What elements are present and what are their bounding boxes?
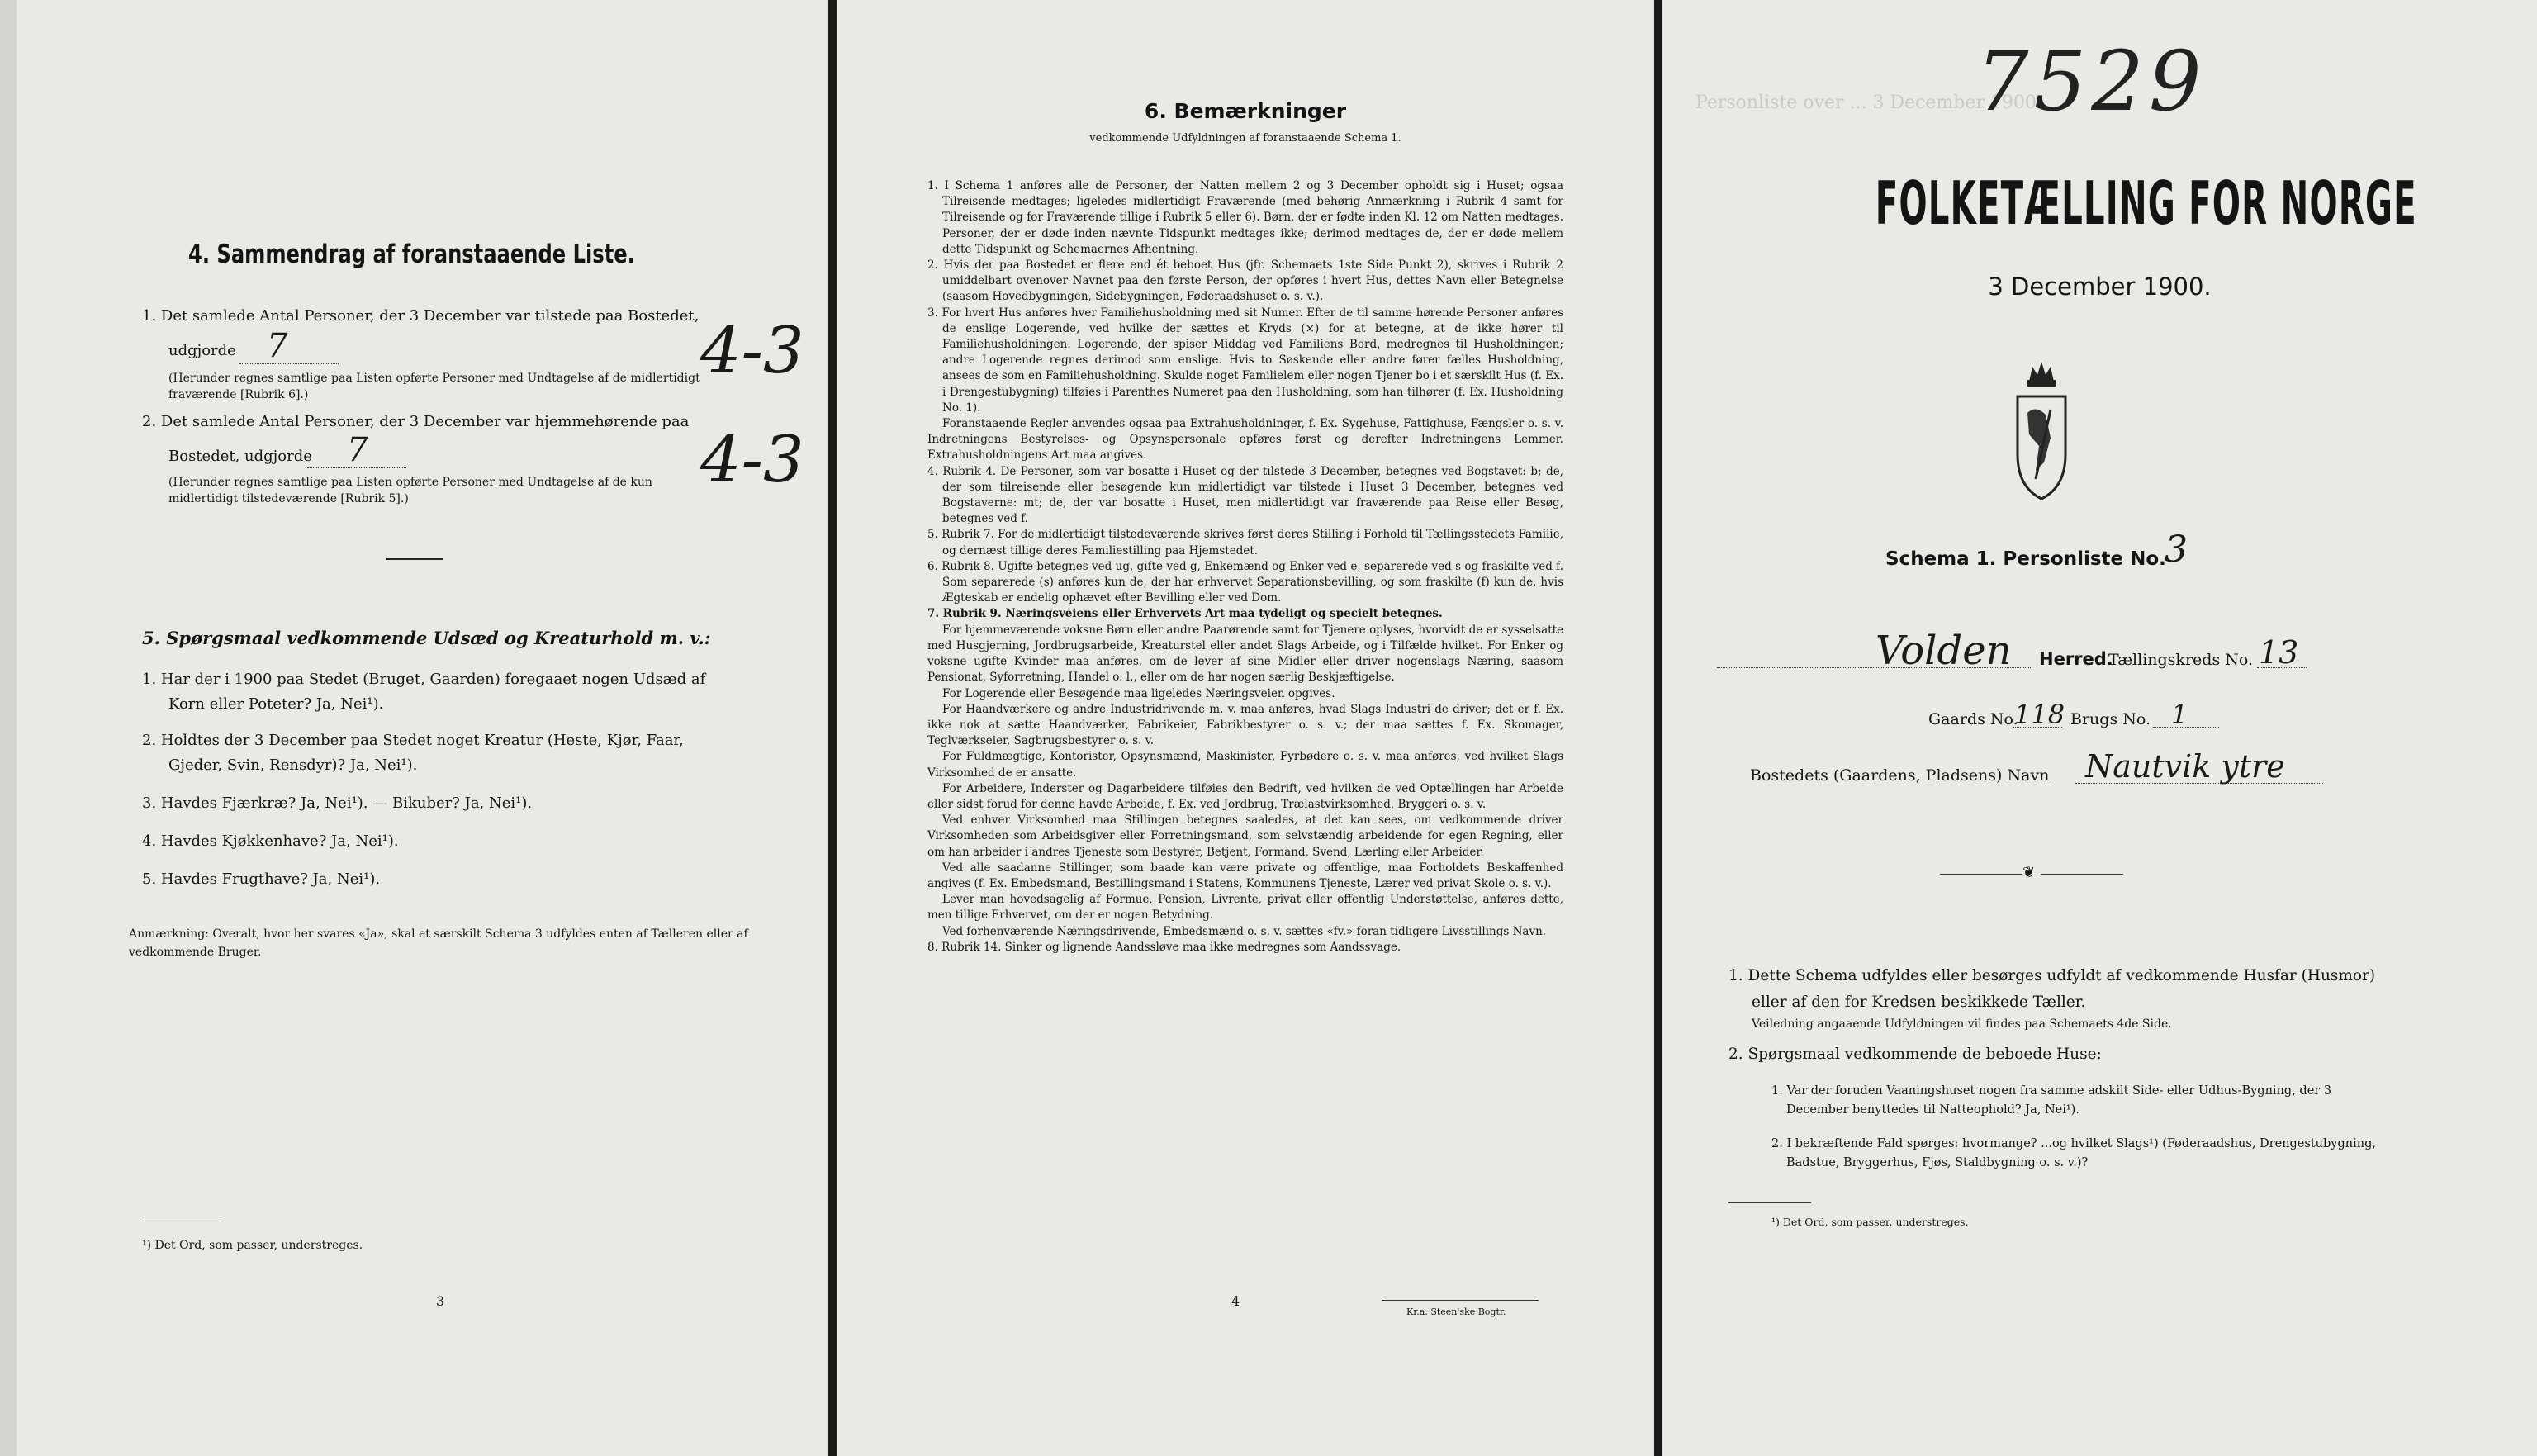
page-cover	[1662, 0, 2537, 1456]
remarks-title: 6. Bemærkninger	[1144, 99, 1347, 123]
ornament-rule-right	[2041, 874, 2123, 875]
census-title-text: FOLKETÆLLING FOR NORGE	[1875, 168, 2417, 238]
ghost-bleedthrough-text: Personliste over ... 3 December 1900	[1695, 92, 2037, 113]
s4-item1-fill-line	[239, 363, 339, 365]
s5-q3: 3. Havdes Fjærkræ? Ja, Nei¹). — Bikuber? Ja, Nei¹).	[142, 794, 533, 812]
remark-8: 8. Rubrik 14. Sinker og lignende Aandssløve maa ikke medregnes som Aandssvage.	[927, 940, 1401, 954]
printer-imprint: Kr.a. Steen'ske Bogtr.	[1406, 1307, 1506, 1317]
remarks-body	[927, 178, 1563, 956]
brugs-label: Brugs No.	[2070, 710, 2151, 728]
remark-6: 6. Rubrik 8. Ugifte betegnes ved ug, gifte ved g, Enkemænd og Enker ved e, separerede ved s og fraskilte ved f. Som separerede (s) anføres kun de, der har erhvervet Separationsbevilling, og som fraskilte (f) kun de, hvis Ægteskab er endelig ophævet efter Bevilling eller ved Dom.	[927, 559, 1563, 605]
s5-q2a: 2. Holdtes der 3 December paa Stedet noget Kreatur (Heste, Kjør, Faar,	[142, 732, 684, 749]
remark-7-a: For hjemmeværende voksne Børn eller andre Paarørende samt for Tjenere oplyses, hvorvidt de er sysselsatte med Husgjerning, Jordbrugsarbeide, Kreaturstel eller andet Slags Arbeide, og i Tilfælde hvilket. For Enker og voksne ugifte Kvinder maa anføres, om de lever af sine Midler eller driver nogenslags Næring, saasom Pensionat, Syforretning, Handel o. l., eller om de har nogen særlig Beskjæftigelse.	[927, 623, 1563, 685]
remark-5: 5. Rubrik 7. For de midlertidigt tilstedeværende skrives først deres Stilling i Forhold til Tællingsstedets Familie, og dernæst tillige deres Familiestilling paa Hjemstedet.	[927, 528, 1563, 557]
brugs-value[interactable]: 1	[2171, 699, 2188, 730]
bosted-label: Bostedets (Gaardens, Pladsens) Navn	[1750, 766, 2050, 785]
remark-7-g: Ved alle saadanne Stillinger, som baade kan være private og offentlige, maa Forholdets Beskaffenhed angives (f. Ex. Embedsmand, Bestillingsmand i Statens, Kommunens Tjeneste, Lærer ved privat Skole o. s. v.).	[927, 861, 1563, 890]
instruction-2-q1: 1. Var der foruden Vaaningshuset nogen fra samme adskilt Side- eller Udhus-Bygning, der 3 December benyttedes til Natteophold? Ja, Nei¹).	[1771, 1084, 2332, 1117]
s4-item1-margin-tally: 4-3	[700, 314, 804, 388]
herred-value[interactable]: Volden	[1875, 628, 2012, 674]
schema-label: Schema 1. Personliste No.	[1885, 548, 2166, 570]
instruction-2: 2. Spørgsmaal vedkommende de beboede Huse:	[1728, 1046, 2102, 1063]
gaards-value[interactable]: 118	[2014, 699, 2065, 730]
left-binding-edge	[0, 0, 17, 1456]
remark-3-extra: Foranstaaende Regler anvendes ogsaa paa Extrahusholdninger, f. Ex. Sygehuse, Fattighuse, Fængsler o. s. v. Indretningens Bestyrelses- og Opsynspersonale opføres først og derefter Indretningens Lemmer. Extrahusholdningens Art maa angives.	[927, 417, 1563, 462]
remark-7-i: Ved forhenværende Næringsdrivende, Embedsmænd o. s. v. sættes «fv.» foran tidligere Livsstillings Navn.	[942, 924, 1547, 938]
norway-coat-of-arms-icon	[2011, 355, 2072, 500]
s5-q5: 5. Havdes Frugthave? Ja, Nei¹).	[142, 870, 381, 888]
s4-item1-text: 1. Det samlede Antal Personer, der 3 December var tilstede paa Bostedet,	[142, 307, 699, 325]
remarks-subtitle: vedkommende Udfyldningen af foranstaaende Schema 1.	[1089, 132, 1401, 145]
remark-7: 7. Rubrik 9. Næringsveiens eller Erhvervets Art maa tydeligt og specielt betegnes.	[927, 607, 1443, 621]
remark-4: 4. Rubrik 4. De Personer, som var bosatte i Huset og der tilstede 3 December, betegnes ved Bogstavet: b; de, der som tilreisende eller besøgende kun midlertidigt var tilstede i Huset 3 December, betegnes ved Bogstaverne: mt; de, der var bosatte i Huset, men midlertidigt var fraværende paa Reise eller Besøg, betegnes ved f.	[927, 464, 1563, 526]
s4-item2-text2: Bostedet, udgjorde	[168, 448, 312, 465]
s4-item1-note: (Herunder regnes samtlige paa Listen opførte Personer med Undtagelse af de midlertidigt fraværende [Rubrik 6].)	[168, 372, 700, 401]
remark-7-e: For Arbeidere, Inderster og Dagarbeidere tilføies den Bedrift, ved hvilken de ved Optællingen har Arbeide eller sidst forud for denne havde Arbeide, f. Ex. ved Jordbrug, Trælastvirksomhed, Bryggeri o. s. v.	[927, 781, 1563, 811]
census-title	[1662, 168, 2537, 238]
bosted-value[interactable]: Nautvik ytre	[2085, 748, 2285, 785]
gaards-label: Gaards No.	[1928, 710, 2018, 728]
s4-item1-udgjorde: udgjorde	[168, 342, 236, 359]
s5-q2b: Gjeder, Svin, Rensdyr)? Ja, Nei¹).	[168, 756, 418, 774]
s5-q1a: 1. Har der i 1900 paa Stedet (Bruget, Gaarden) foregaaet nogen Udsæd af	[142, 671, 706, 688]
remark-3: 3. For hvert Hus anføres hver Familiehusholdning med sit Numer. Efter de til samme hørende Personer anføres de enslige Logerende, ved hvilke der sættes et Kryds (×) for at betegne, at de ikke hører til Familiehusholdningen. Logerende, der spiser Middag ved Familiens Bord, medregnes til Husholdningen; andre Logerende regnes derimod som enslige. Hvis to Søskende eller andre fører fælles Husholdning, ansees de som en Familiehusholdning. Skulde noget Familielem eller nogen Tjener bo i et særskilt Hus (f. Ex. i Drengestubygning) tilføies i Parenthes Numeret paa den Husholdning, som han tilhører (f. Ex. Husholdning No. 1).	[927, 306, 1563, 415]
ornament-rule-left	[1940, 874, 2022, 875]
remark-2: 2. Hvis der paa Bostedet er flere end ét beboet Hus (jfr. Schemaets 1ste Side Punkt 2), skrives i Rubrik 2 umiddelbart ovenover Navnet paa den første Person, der opføres i hvert Hus, dettes Navn eller Betegnelse (saasom Hovedbygningen, Sidebygningen, Føderaadshuset o. s. v.).	[927, 258, 1563, 304]
s4-item2-text: 2. Det samlede Antal Personer, der 3 December var hjemmehørende paa	[142, 413, 690, 430]
s4-item2-value[interactable]: 7	[347, 431, 368, 469]
remark-7-d: For Fuldmægtige, Kontorister, Opsynsmænd, Maskinister, Fyrbødere o. s. v. maa anføres, ved hvilket Slags Virksomhed de er ansatte.	[927, 750, 1563, 780]
schema-number[interactable]: 3	[2165, 529, 2188, 571]
section5-title: 5. Spørgsmaal vedkommende Udsæd og Kreaturhold m. v.:	[142, 628, 711, 648]
remark-1: 1. I Schema 1 anføres alle de Personer, der Natten mellem 2 og 3 December opholdt sig i Huset; ogsaa Tilreisende medtages; ligeledes midlertidigt Fraværende (med behørig Anmærkning i Rubrik 4 samt for Tilreisende og for Fraværende tillige i Rubrik 5 eller 6). Børn, der er fødte inden Kl. 12 om Natten medtages. Personer, der er døde inden nævnte Tidspunkt medtages ikke; derimod medtages de, der er døde mellem dette Tidspunkt og Schemaernes Afhentning.	[927, 179, 1563, 256]
archive-number: 7529	[1976, 33, 2207, 130]
footnote: ¹) Det Ord, som passer, understreges.	[142, 1239, 363, 1252]
herred-label: Herred.	[2039, 649, 2113, 669]
page-number: 3	[436, 1293, 445, 1309]
page-middle	[837, 0, 1654, 1456]
s5-q1b: Korn eller Poteter? Ja, Nei¹).	[168, 695, 384, 713]
instruction-1: 1. Dette Schema udfyldes eller besørges udfyldt af vedkommende Husfar (Husmor) eller af den for Kredsen beskikkede Tæller.	[1728, 967, 2376, 1011]
remark-7-h: Lever man hovedsagelig af Formue, Pension, Livrente, privat eller offentlig Understøttelse, anføres dette, men tillige Erhvervet, om der er nogen Betydning.	[927, 893, 1563, 922]
ornament-icon: ❦	[2022, 864, 2036, 881]
s4-item1-value[interactable]: 7	[267, 327, 288, 365]
footnote-rule	[1728, 1202, 1811, 1203]
printer-rule	[1382, 1300, 1539, 1301]
remark-7-f: Ved enhver Virksomhed maa Stillingen betegnes saaledes, at det kan sees, om vedkommende driver Virksomheden som Arbeidsgiver eller Forretningsmand, som selvstændig arbeidende for egen Regning, eller om han arbeider i andres Tjeneste som Bestyrer, Betjent, Formand, Svend, Lærling eller Arbeider.	[927, 813, 1563, 859]
s4-item2-margin-tally: 4-3	[700, 423, 804, 497]
remark-7-b: For Logerende eller Besøgende maa ligeledes Næringsveien opgives.	[942, 686, 1335, 700]
remark-7-c: For Haandværkere og andre Industridrivende m. v. maa anføres, hvad Slags Industri de driver; det er f. Ex. ikke nok at sætte Haandværker, Fabrikeier, Fabrikbestyrer o. s. v.; der maa sættes f. Ex. Skomager, Teglværkseier, Sagbrugsbestyrer o. s. v.	[927, 702, 1563, 748]
anmerkning-note: Anmærkning: Overalt, hvor her svares «Ja», skal et særskilt Schema 3 udfyldes enten af Tælleren eller af vedkommende Bruger.	[129, 927, 748, 959]
section-divider	[386, 558, 443, 560]
section4-title: 4. Sammendrag af foranstaaende Liste.	[188, 240, 635, 269]
census-date: 3 December 1900.	[1988, 273, 2212, 301]
s4-item2-note: (Herunder regnes samtlige paa Listen opførte Personer med Undtagelse af de kun midlertidigt tilstedeværende [Rubrik 5].)	[168, 476, 652, 505]
krets-label: Tællingskreds No.	[2108, 651, 2253, 669]
page-number: 4	[1231, 1293, 1240, 1309]
footnote: ¹) Det Ord, som passer, understreges.	[1771, 1216, 1969, 1228]
instruction-2-q2: 2. I bekræftende Fald spørges: hvormange? ...og hvilket Slags¹) (Føderaadshus, Drengestubygning, Badstue, Bryggerhus, Fjøs, Staldbygning o. s. v.)?	[1771, 1137, 2376, 1169]
s5-q4: 4. Havdes Kjøkkenhave? Ja, Nei¹).	[142, 832, 399, 850]
page-left	[0, 0, 828, 1456]
krets-value[interactable]: 13	[2259, 634, 2299, 671]
instruction-1-note: Veiledning angaaende Udfyldningen vil findes paa Schemaets 4de Side.	[1752, 1017, 2172, 1031]
